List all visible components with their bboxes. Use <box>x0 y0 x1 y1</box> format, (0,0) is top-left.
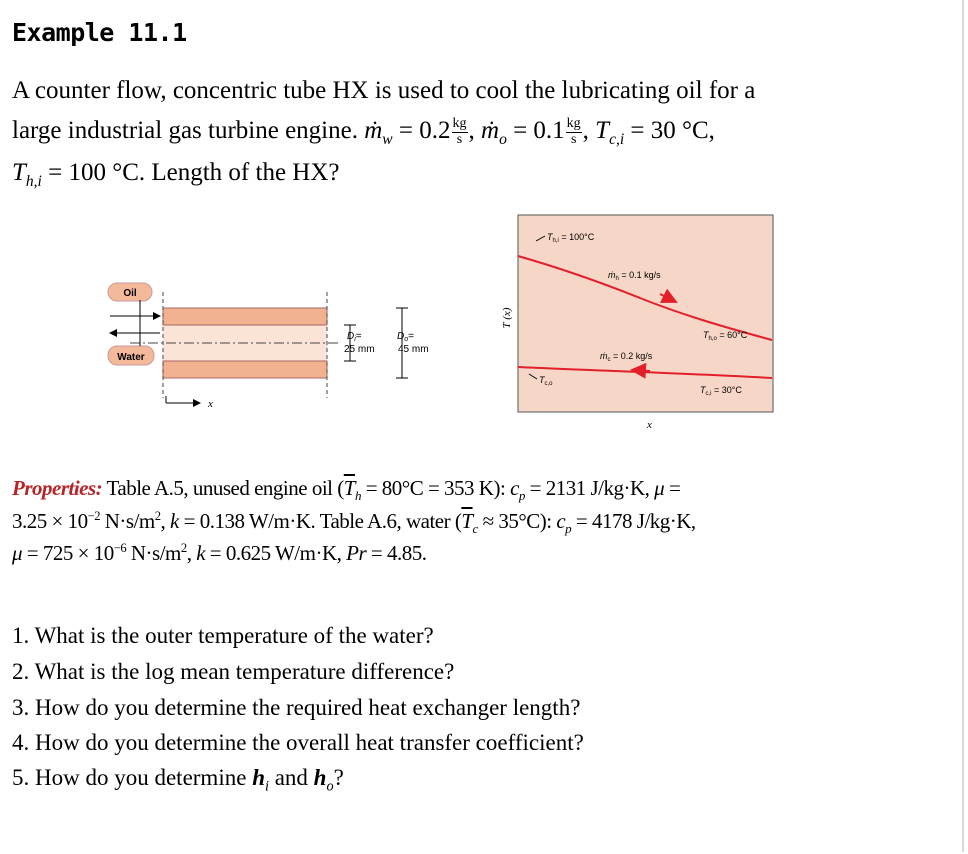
x-label: x <box>208 398 213 410</box>
water-label: Water <box>117 352 145 363</box>
outer-annulus-top <box>163 308 327 325</box>
question-1: 1. What is the outer temperature of the water? <box>12 623 434 648</box>
hot-inlet-temp-symbol: $T_{h,i}$ <box>12 159 42 190</box>
problem-line-1: A counter flow, concentric tube HX is used to cool the lubricating oil for a <box>12 77 756 104</box>
di-label: $D_i=$ <box>347 331 362 343</box>
question-2: 2. What is the log mean temperature difference? <box>12 659 455 684</box>
properties-line-2: $3.25 \times 10^{-2}$ $N\cdot s/m^2$, k = 0.138 W/m·K. Table A.6, water $(\overline{T}_c \approx 35^\circ C)$: $c_p = 4178$ J/kg·K, <box>12 509 696 537</box>
tco-label: $T_{c,o}$ <box>539 375 553 387</box>
thi-label: $T_{h,i} = 100^\circ C$ <box>547 232 595 244</box>
properties-line-3: $\mu = 725 \times 10^{-6}$ $N\cdot s/m^2$, k = 0.625 W/m·K, Pr = 4.85. <box>12 541 427 565</box>
cold-flow-arrow <box>632 370 650 371</box>
example-title: Example 11.1 <box>12 18 187 47</box>
oil-label: Oil <box>123 288 137 299</box>
mc-label: ṁ$_c$ = 0.2 kg/s <box>600 351 653 363</box>
unit-kg-per-s: $\frac{kg}{s}$ <box>566 116 581 147</box>
problem-line-3: $T_{h,i} = 100$ °C. Length of the HX? <box>12 159 340 190</box>
plot-x-axis-label: x <box>647 419 652 431</box>
tci-label: $T_{c,i} = 30^\circ C$ <box>700 385 742 397</box>
concentric-tube-schematic <box>108 283 429 410</box>
properties-heading: Properties: <box>12 476 103 500</box>
question-3: 3. How do you determine the required heat exchanger length? <box>12 695 581 720</box>
water-mass-flow-symbol: ṁ$_w$ <box>364 116 393 148</box>
plot-area <box>518 215 773 412</box>
properties-line-1: Properties: Table A.5, unused engine oil ($\overline{T}_h = 80^\circ C = 353$ K): $c_p = 2131$ J/kg·K, μ = <box>12 476 681 504</box>
di-value: 25 mm <box>344 344 375 355</box>
question-5: 5. How do you determine $h_i$ and $h_o$? <box>12 765 344 795</box>
question-4: 4. How do you determine the overall heat transfer coefficient? <box>12 730 584 755</box>
mh-label: ṁ$_h$ = 0.1 kg/s <box>608 270 661 282</box>
outer-annulus-bottom <box>163 361 327 378</box>
unit-kg-per-s: $\frac{kg}{s}$ <box>452 116 467 147</box>
problem-line-2: large industrial gas turbine engine. ṁ$_w$ = 0.2 $\frac{kg}{s}$ , ṁ$_o$ = 0.1 $\frac{kg}{s}$ , $T_{c,i} = 30$ °C, <box>12 116 715 148</box>
temperature-distribution-plot <box>501 215 773 431</box>
do-value: 45 mm <box>398 344 429 355</box>
oil-mass-flow-symbol: ṁ$_o$ <box>481 116 507 148</box>
tho-label: $T_{h,o} = 60^\circ C$ <box>703 330 748 342</box>
do-label: $D_o=$ <box>397 331 414 343</box>
cold-inlet-temp-symbol: $T_{c,i}$ <box>595 116 625 148</box>
y-axis-label: T (x) <box>501 307 513 329</box>
